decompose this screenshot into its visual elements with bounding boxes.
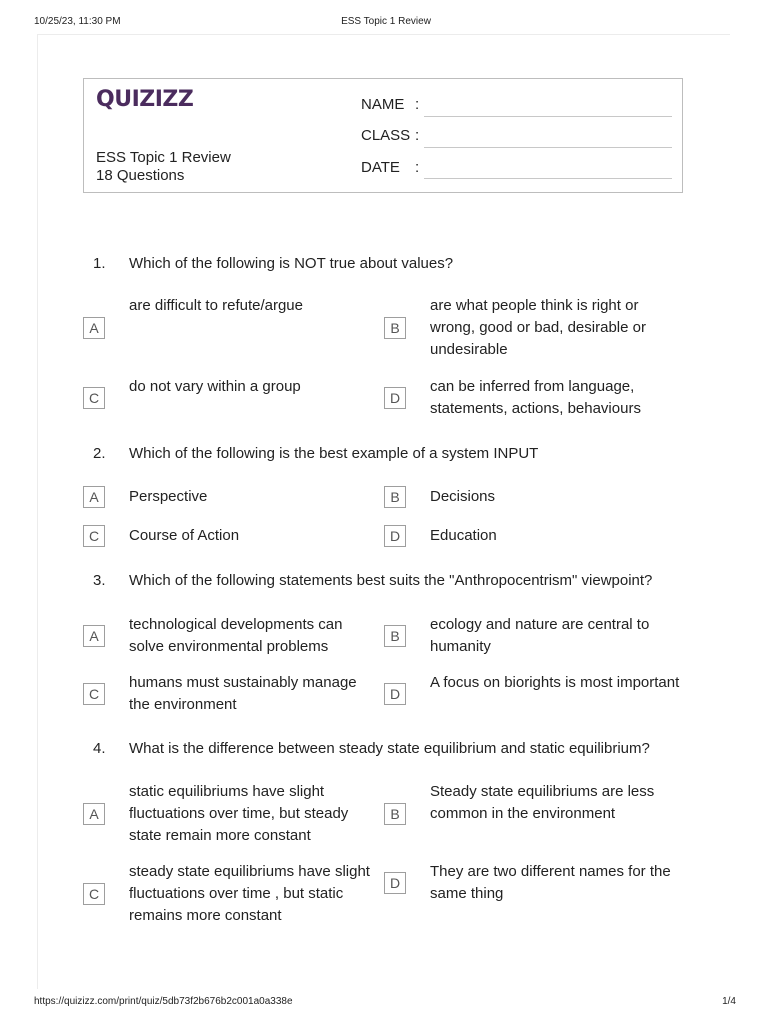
question-text: Which of the following is NOT true about values? <box>129 255 454 272</box>
option-letter-box[interactable]: D <box>384 387 406 409</box>
option-text: Perspective <box>129 488 208 505</box>
option-text: They are two different names for the same thing <box>430 863 671 902</box>
option-letter-box[interactable]: B <box>384 317 406 339</box>
page-number: 1/4 <box>722 996 736 1007</box>
option-letter-box[interactable]: B <box>384 625 406 647</box>
option-letter-box[interactable]: B <box>384 486 406 508</box>
quizizz-logo: QUIZIZZ <box>96 87 194 112</box>
option-text: are difficult to refute/argue <box>129 297 303 314</box>
question-number: 2. <box>93 445 106 462</box>
page-border-left <box>37 34 38 989</box>
option-text: can be inferred from language, statements, actions, behaviours <box>430 378 641 417</box>
option-letter-box[interactable]: C <box>83 883 105 905</box>
option-text: Decisions <box>430 488 496 505</box>
option-letter-box[interactable]: D <box>384 872 406 894</box>
option-text: Education <box>430 527 497 544</box>
option-letter-box[interactable]: C <box>83 683 105 705</box>
name-colon: : <box>415 96 420 113</box>
option-text: A focus on biorights is most important <box>430 674 680 691</box>
option-letter-box[interactable]: A <box>83 486 105 508</box>
print-footer <box>34 996 736 1010</box>
name-label: NAME <box>361 96 405 113</box>
option-letter-box[interactable]: D <box>384 525 406 547</box>
date-field[interactable] <box>424 178 672 179</box>
quiz-header-box <box>83 78 683 193</box>
option-letter-box[interactable]: B <box>384 803 406 825</box>
page-border-top <box>38 34 730 35</box>
option-letter-box[interactable]: C <box>83 525 105 547</box>
option-text: static equilibriums have slight fluctuations over time, but steady state remain more constant <box>129 783 349 844</box>
option-text: do not vary within a group <box>129 378 301 395</box>
print-date: 10/25/23, 11:30 PM <box>34 16 121 27</box>
date-label: DATE <box>361 159 400 176</box>
print-header <box>34 16 738 30</box>
option-text: steady state equilibriums have slight fluctuations over time , but static remains more constant <box>129 863 370 924</box>
class-field[interactable] <box>424 147 672 148</box>
option-letter-box[interactable]: A <box>83 317 105 339</box>
option-letter-box[interactable]: A <box>83 803 105 825</box>
option-text: are what people think is right or wrong, good or bad, desirable or undesirable <box>430 297 646 358</box>
print-title: ESS Topic 1 Review <box>341 16 431 27</box>
question-text: What is the difference between steady state equilibrium and static equilibrium? <box>129 740 650 757</box>
date-colon: : <box>415 159 420 176</box>
option-letter-box[interactable]: C <box>83 387 105 409</box>
question-number: 3. <box>93 572 106 589</box>
option-text: ecology and nature are central to humanity <box>430 616 650 655</box>
option-letter-box[interactable]: D <box>384 683 406 705</box>
option-text: Steady state equilibriums are less common in the environment <box>430 783 655 822</box>
question-number: 1. <box>93 255 106 272</box>
option-text: humans must sustainably manage the environment <box>129 674 357 713</box>
option-text: Course of Action <box>129 527 240 544</box>
page-url: https://quizizz.com/print/quiz/5db73f2b676b2c001a0a338e <box>34 996 293 1007</box>
option-letter-box[interactable]: A <box>83 625 105 647</box>
question-text: Which of the following is the best example of a system INPUT <box>129 445 539 462</box>
question-number: 4. <box>93 740 106 757</box>
class-colon: : <box>415 127 420 144</box>
name-field[interactable] <box>424 116 672 117</box>
quiz-title: ESS Topic 1 Review <box>96 149 231 166</box>
question-text: Which of the following statements best suits the "Anthropocentrism" viewpoint? <box>129 572 653 589</box>
option-text: technological developments can solve environmental problems <box>129 616 343 655</box>
question-count: 18 Questions <box>96 167 185 184</box>
class-label: CLASS <box>361 127 411 144</box>
